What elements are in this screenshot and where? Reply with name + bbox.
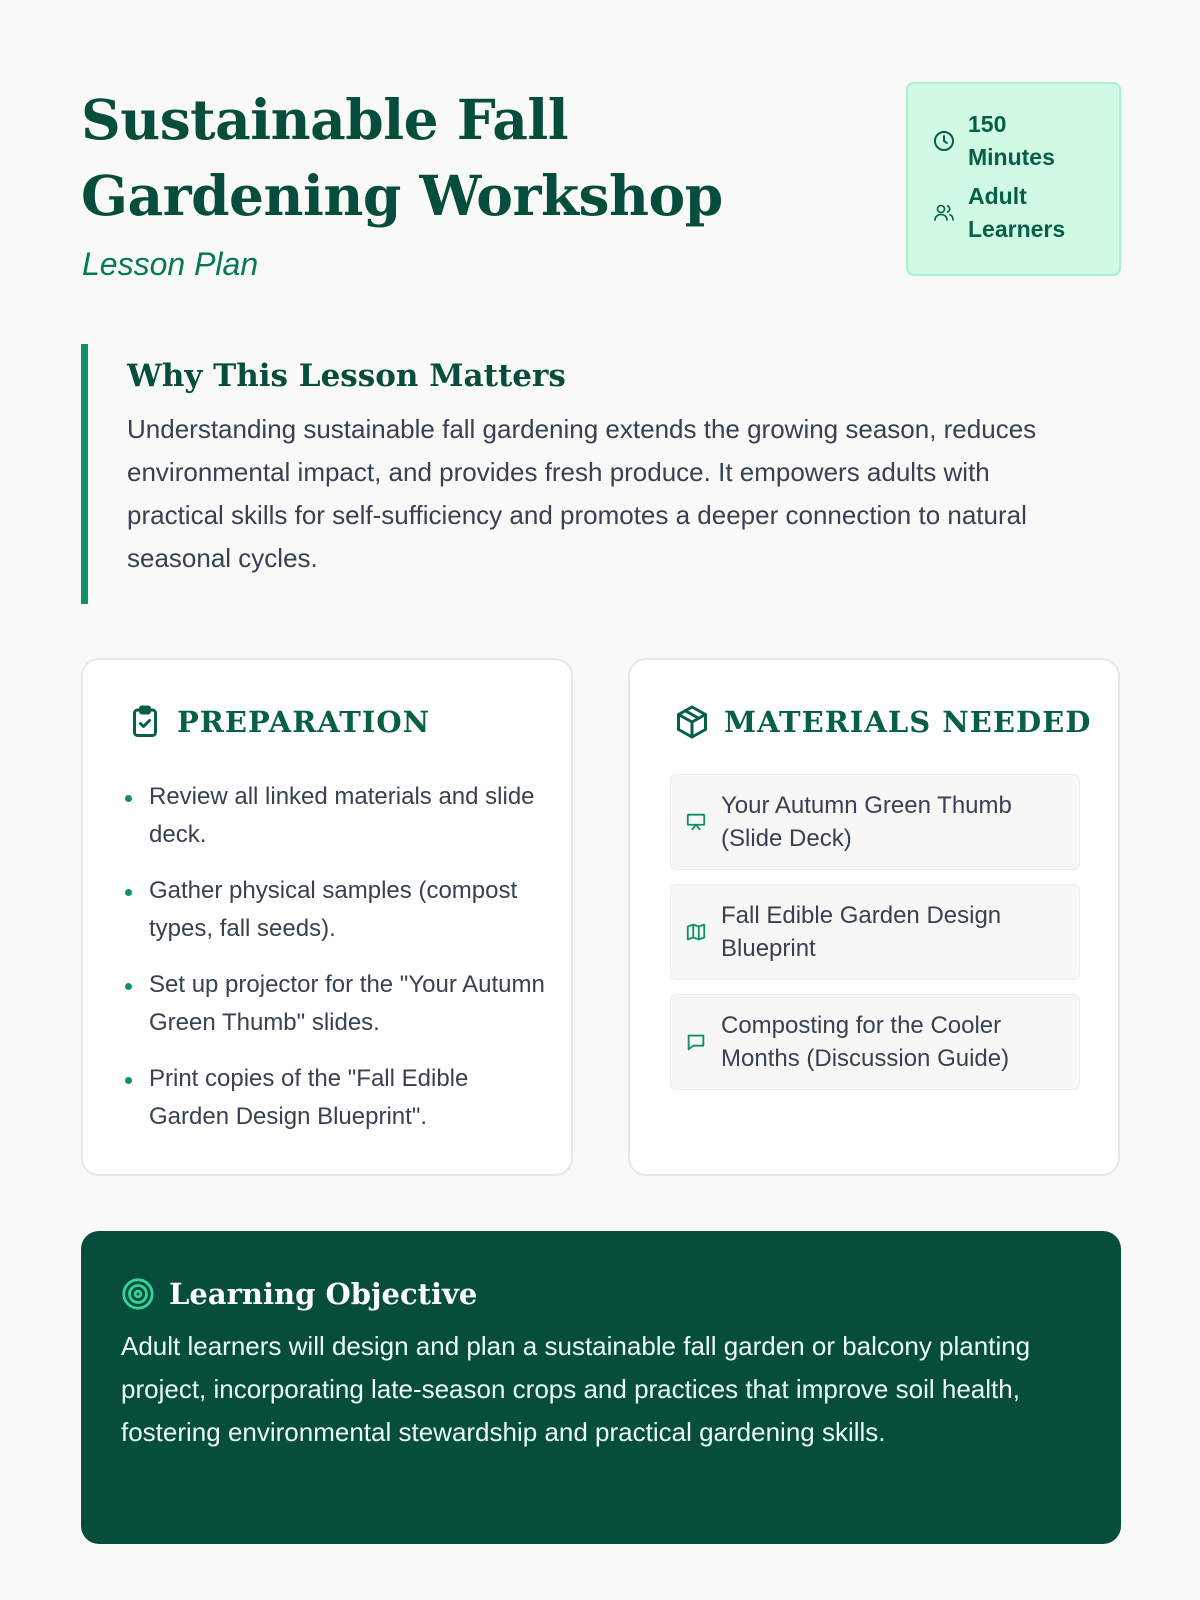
target-icon [121, 1277, 155, 1311]
objective-body: Adult learners will design and plan a sustainable fall garden or balcony planting project, incorporating late-season crops and practices that improve soil health, fostering environmental stewardship and practical gardening skills. [121, 1331, 1031, 1447]
presentation-icon [685, 811, 707, 833]
material-label: Composting for the Cooler Months (Discussion Guide) [721, 1012, 1010, 1072]
materials-card [628, 658, 1120, 1176]
materials-header [674, 704, 1091, 740]
header [81, 82, 1121, 292]
message-icon [685, 1031, 707, 1053]
materials-heading: MATERIALS NEEDED [724, 705, 1092, 739]
users-icon [932, 201, 956, 225]
duration-text: 150 Minutes [968, 111, 1055, 170]
list-item: Review all linked materials and slide deck. [125, 778, 545, 854]
preparation-header [127, 704, 430, 740]
material-slide-deck[interactable] [670, 774, 1080, 870]
material-discussion-guide[interactable] [670, 994, 1080, 1090]
lesson-meta-box [906, 82, 1121, 276]
objective-header [121, 1277, 1081, 1311]
material-label: Your Autumn Green Thumb (Slide Deck) [721, 792, 1012, 852]
why-section [81, 344, 1121, 604]
material-label: Fall Edible Garden Design Blueprint [721, 902, 1002, 962]
page-title: Sustainable Fall Gardening Workshop [81, 87, 723, 228]
list-item: Print copies of the "Fall Edible Garden Design Blueprint". [125, 1060, 545, 1136]
objective-heading: Learning Objective [169, 1277, 478, 1311]
map-icon [685, 921, 707, 943]
why-body: Understanding sustainable fall gardening extends the growing season, reduces environmental impact, and provides fresh produce. It empowers adults with practical skills for self-sufficiency and promotes a deeper connection to natural seasonal cycles. [127, 414, 1037, 573]
package-icon [674, 704, 710, 740]
preparation-heading: PREPARATION [177, 705, 431, 739]
clipboard-check-icon [127, 704, 163, 740]
list-item: Set up projector for the "Your Autumn Green Thumb" slides. [125, 966, 545, 1042]
page-subtitle: Lesson Plan [82, 246, 259, 282]
audience-row [932, 180, 1119, 246]
learning-objective-section [81, 1231, 1121, 1544]
material-blueprint[interactable] [670, 884, 1080, 980]
preparation-list [125, 778, 545, 1154]
materials-list [670, 774, 1080, 1104]
duration-row [932, 108, 1119, 174]
audience-text: Adult Learners [968, 183, 1066, 242]
why-heading: Why This Lesson Matters [127, 358, 566, 394]
list-item: Gather physical samples (compost types, fall seeds). [125, 872, 545, 948]
clock-icon [932, 129, 956, 153]
preparation-card [81, 658, 573, 1176]
